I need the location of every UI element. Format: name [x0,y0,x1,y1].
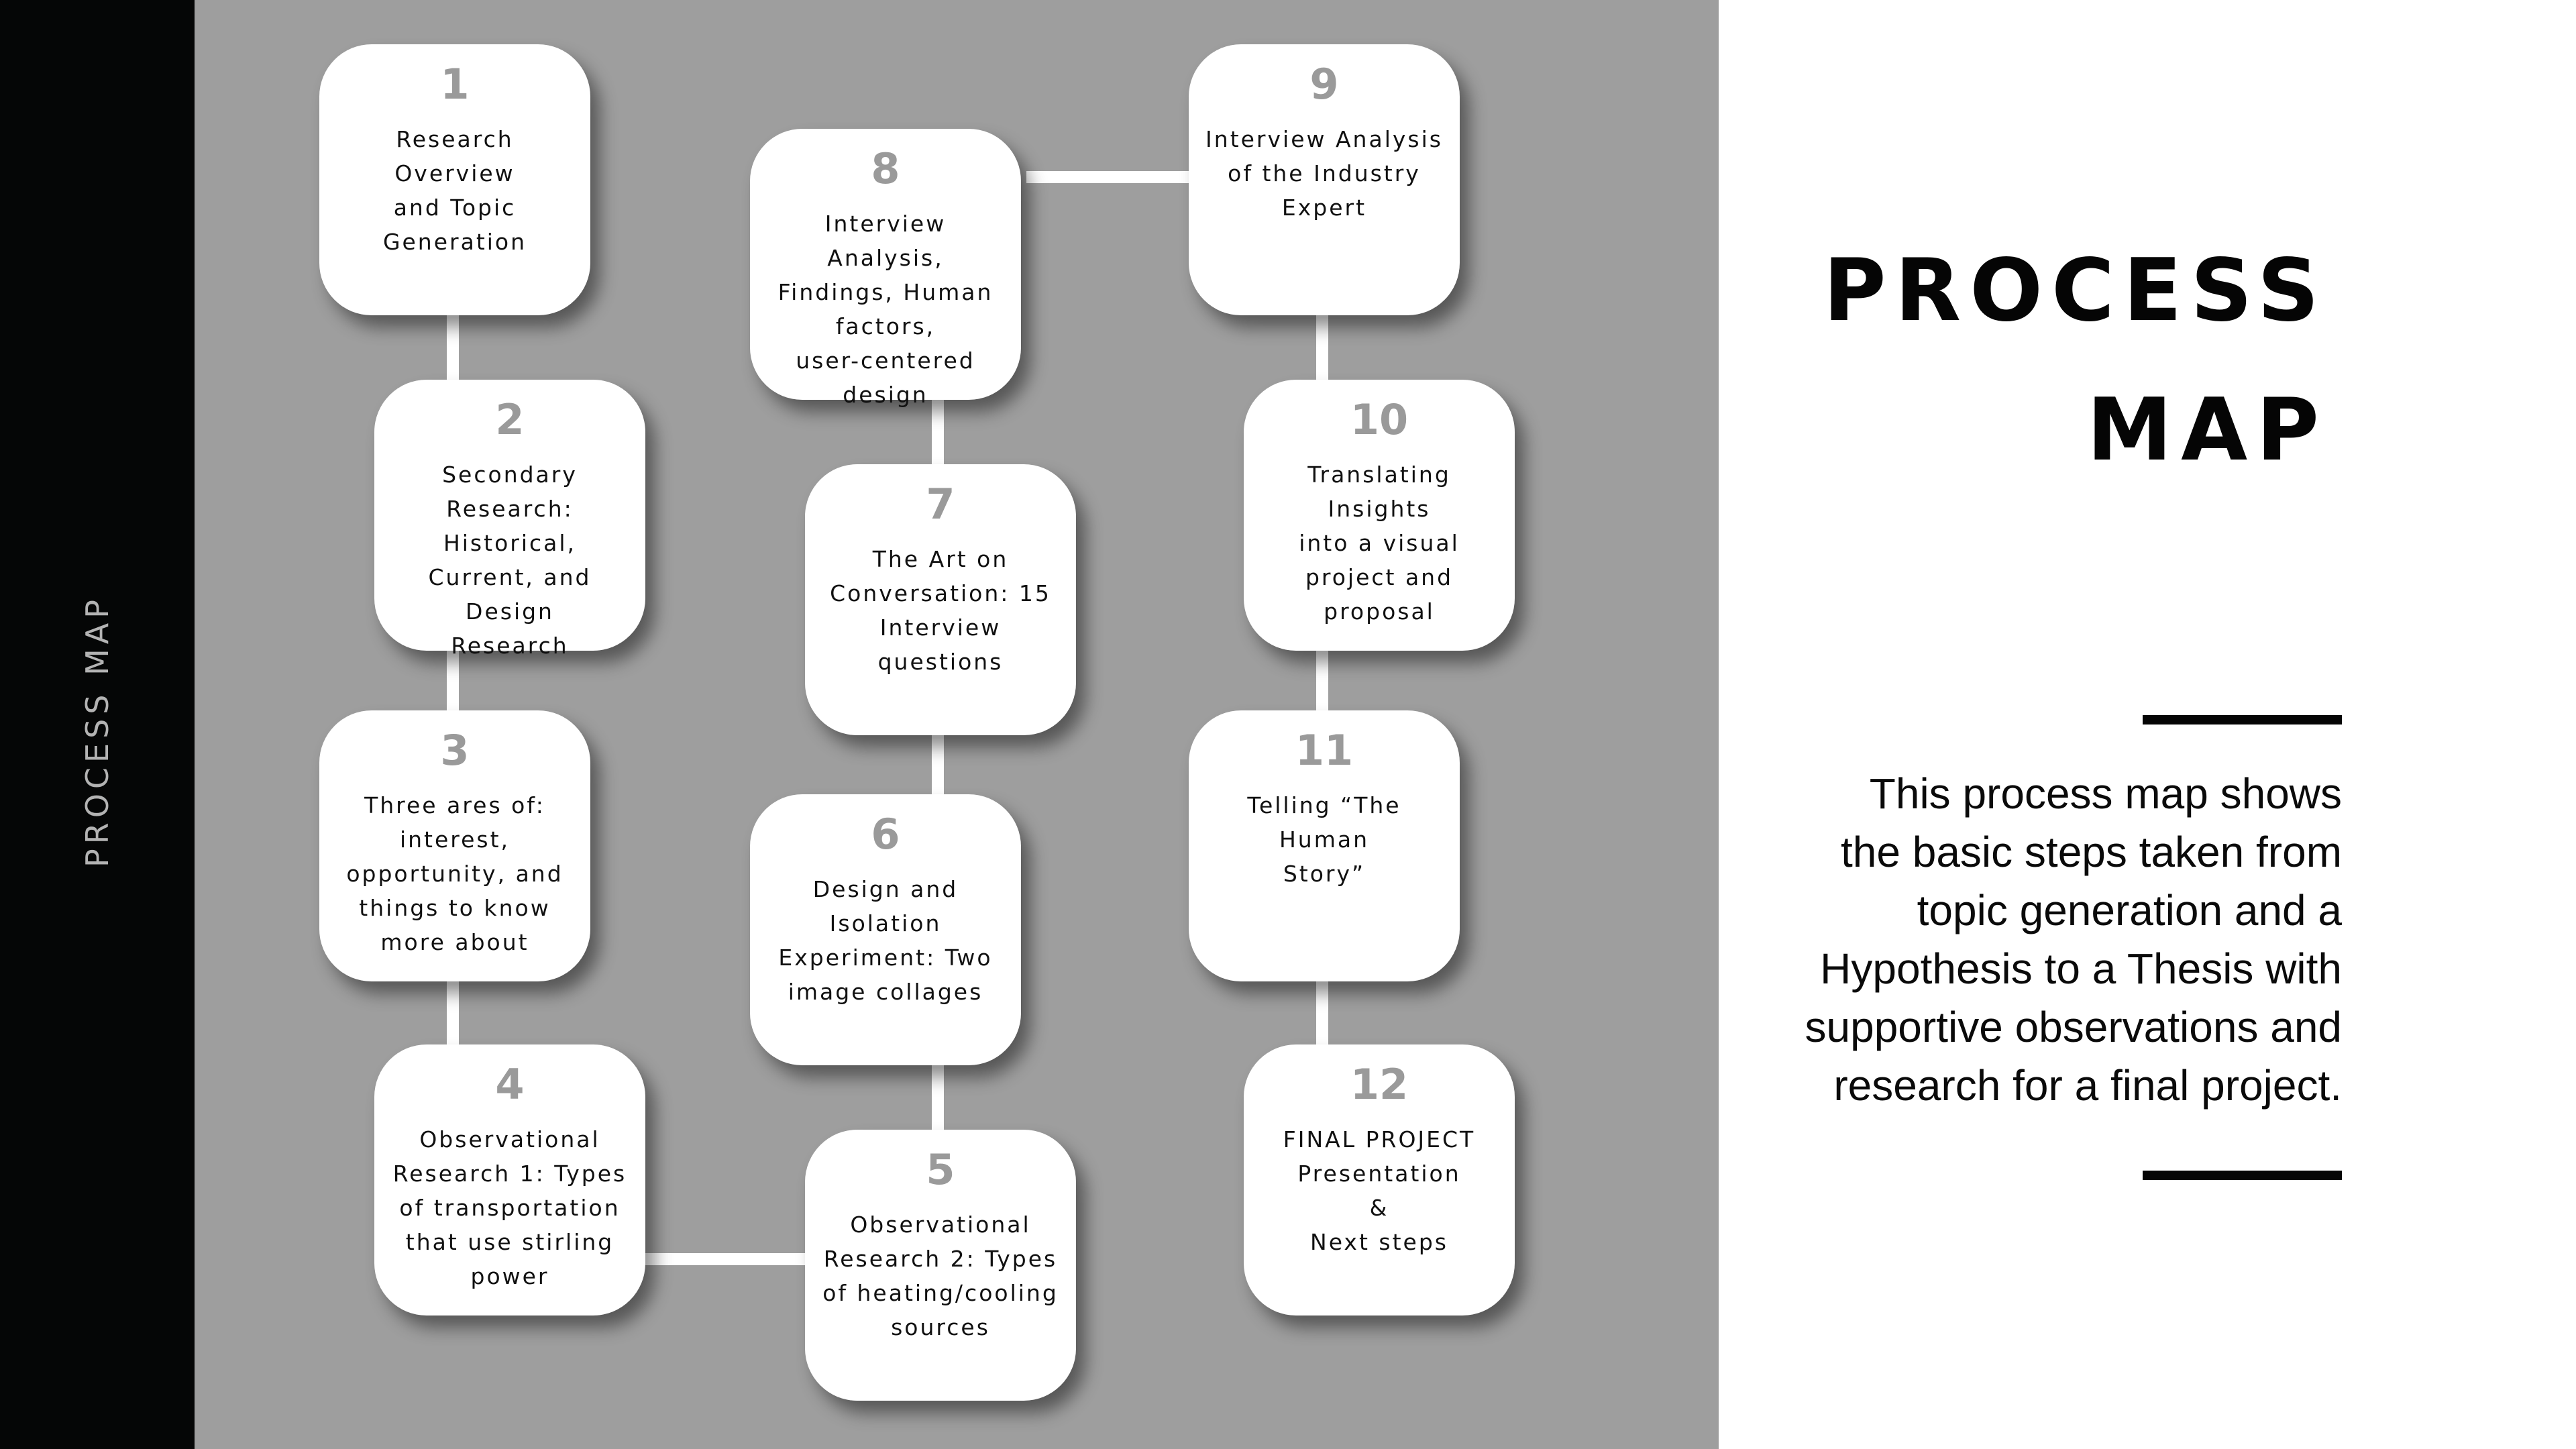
step-label: Three ares of: interest, opportunity, and things to know more about [346,792,564,955]
process-map-panel [195,0,1719,1449]
step-number: 9 [1309,60,1339,109]
step-card-7 [805,464,1076,735]
step-card-5 [805,1130,1076,1401]
divider-bottom [2143,1171,2342,1180]
step-card-4 [374,1044,645,1316]
step-card-3 [319,710,590,981]
step-label: Interview Analysis of the Industry Expert [1205,126,1443,221]
step-number: 11 [1295,726,1354,775]
step-number: 7 [926,480,955,529]
step-number: 6 [871,810,900,859]
step-number: 4 [495,1060,525,1109]
step-label: Interview Analysis, Findings, Human factors, user-centered design [777,211,994,408]
step-card-11 [1189,710,1460,981]
step-number: 5 [926,1145,955,1194]
step-number: 12 [1350,1060,1409,1109]
sidebar-label: PROCESS MAP [79,594,115,868]
step-label: Observational Research 2: Types of heating/cooling sources [822,1212,1059,1340]
step-label: The Art on Conversation: 15 Interview questions [830,546,1051,675]
step-card-8 [750,129,1021,408]
page-title: PROCESS MAP [1823,241,2328,480]
step-card-6 [750,794,1021,1065]
step-label: Translating Insights into a visual project and proposal [1299,462,1460,625]
description-text: This process map shows the basic steps taken from topic generation and a Hypothesis to a Thesis with supportive observations and research for a final project. [1805,769,2342,1110]
step-number: 10 [1350,395,1409,444]
step-card-9 [1189,44,1460,315]
sidebar [0,0,195,1449]
step-card-10 [1244,380,1515,651]
step-label: Design and Isolation Experiment: Two image collages [778,876,993,1005]
step-number: 2 [495,395,525,444]
divider-top [2143,715,2342,724]
step-number: 3 [440,726,470,775]
step-label: FINAL PROJECT Presentation & Next steps [1283,1126,1476,1255]
step-label: Research Overview and Topic Generation [382,126,527,255]
step-number: 8 [871,144,900,193]
step-label: Observational Research 1: Types of transportation that use stirling power [392,1126,627,1289]
step-label: Telling “The Human Story” [1247,792,1401,887]
step-card-1 [319,44,590,315]
step-card-2 [374,380,645,659]
step-number: 1 [440,60,470,109]
step-label: Secondary Research: Historical, Current, and Design Research [428,462,592,659]
step-card-12 [1244,1044,1515,1316]
